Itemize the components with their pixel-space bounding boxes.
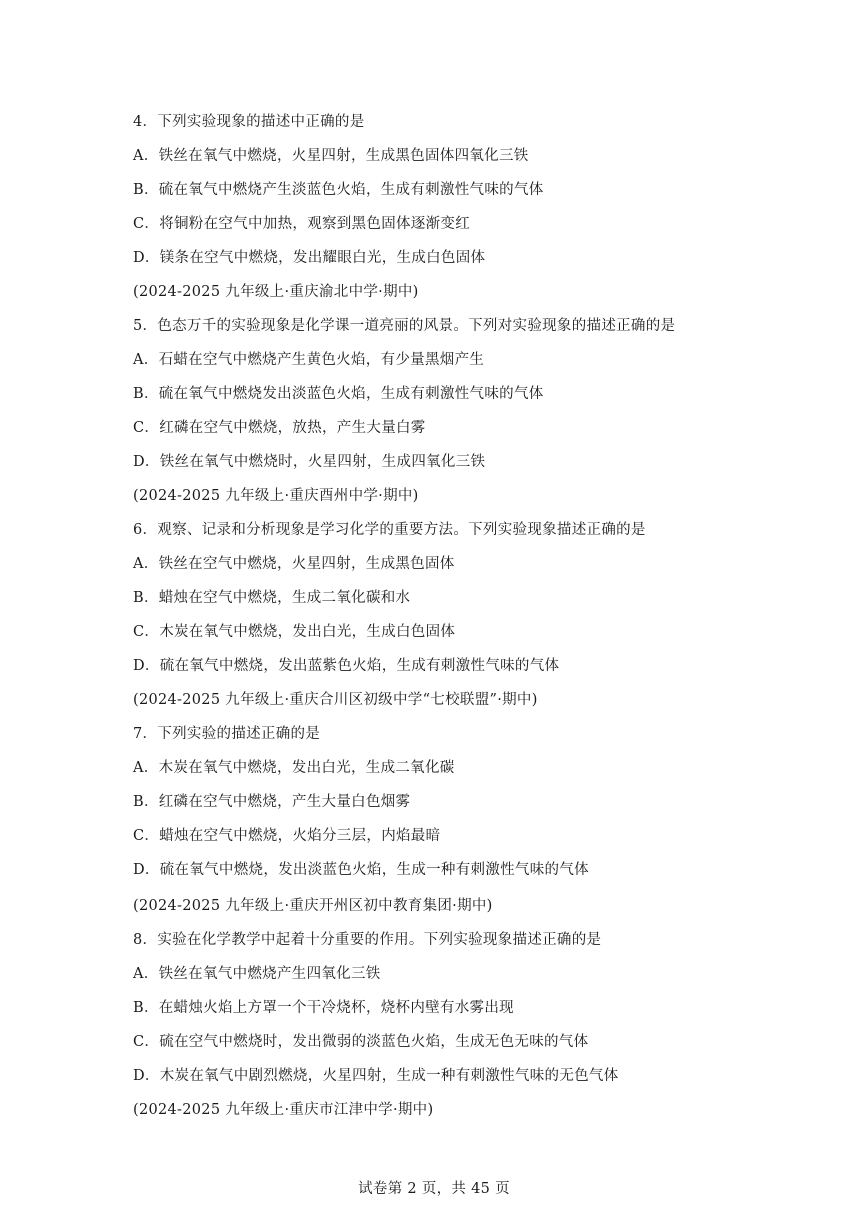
question-6-stem: 6．观察、记录和分析现象是学习化学的重要方法。下列实验现象描述正确的是	[133, 522, 646, 538]
question-5-option-d: D．铁丝在氧气中燃烧时，火星四射，生成四氧化三铁	[133, 454, 486, 470]
question-7-stem: 7．下列实验的描述正确的是	[133, 726, 321, 742]
question-7-source: (2024-2025 九年级上·重庆合川区初级中学“七校联盟”·期中)	[133, 692, 538, 708]
question-6-source: (2024-2025 九年级上·重庆酉州中学·期中)	[133, 488, 419, 504]
question-8-option-d: D．木炭在氧气中剧烈燃烧，火星四射，生成一种有刺激性气味的无色气体	[133, 1068, 619, 1084]
question-4-option-b: B．硫在氧气中燃烧产生淡蓝色火焰，生成有刺激性气味的气体	[133, 182, 544, 198]
question-6-option-c: C．木炭在氧气中燃烧，发出白光，生成白色固体	[133, 624, 456, 640]
question-4-option-c: C．将铜粉在空气中加热，观察到黑色固体逐渐变红	[133, 216, 470, 232]
question-8-source: (2024-2025 九年级上·重庆开州区初中教育集团·期中)	[133, 898, 493, 914]
question-6-option-b: B．蜡烛在空气中燃烧，生成二氧化碳和水	[133, 590, 411, 606]
question-7-option-a: A．木炭在氧气中燃烧，发出白光，生成二氧化碳	[133, 760, 455, 776]
question-4-stem: 4．下列实验现象的描述中正确的是	[133, 114, 365, 130]
question-8-stem: 8．实验在化学教学中起着十分重要的作用。下列实验现象描述正确的是	[133, 932, 602, 948]
question-4-option-d: D．镁条在空气中燃烧，发出耀眼白光，生成白色固体	[133, 250, 486, 266]
question-5-option-c: C．红磷在空气中燃烧，放热，产生大量白雾	[133, 420, 426, 436]
question-4-option-a: A．铁丝在氧气中燃烧，火星四射，生成黑色固体四氧化三铁	[133, 148, 529, 164]
question-8-option-c: C．硫在空气中燃烧时，发出微弱的淡蓝色火焰，生成无色无味的气体	[133, 1034, 589, 1050]
question-7-option-d: D．硫在氧气中燃烧，发出淡蓝色火焰，生成一种有刺激性气味的气体	[133, 862, 589, 878]
page-footer: 试卷第 2 页，共 45 页	[358, 1181, 510, 1197]
question-8-option-b: B．在蜡烛火焰上方罩一个干冷烧杯，烧杯内壁有水雾出现	[133, 1000, 514, 1016]
question-6-option-a: A．铁丝在空气中燃烧，火星四射，生成黑色固体	[133, 556, 455, 572]
question-8-option-a: A．铁丝在氧气中燃烧产生四氧化三铁	[133, 966, 381, 982]
question-5-option-b: B．硫在氧气中燃烧发出淡蓝色火焰，生成有刺激性气味的气体	[133, 386, 544, 402]
question-5-stem: 5．色态万千的实验现象是化学课一道亮丽的风景。下列对实验现象的描述正确的是	[133, 318, 676, 334]
question-7-option-b: B．红磷在空气中燃烧，产生大量白色烟雾	[133, 794, 411, 810]
question-5-option-a: A．石蜡在空气中燃烧产生黄色火焰，有少量黑烟产生	[133, 352, 485, 368]
question-5-source: (2024-2025 九年级上·重庆渝北中学·期中)	[133, 284, 419, 300]
question-9-source: (2024-2025 九年级上·重庆市江津中学·期中)	[133, 1102, 434, 1118]
question-6-option-d: D．硫在氧气中燃烧，发出蓝紫色火焰，生成有刺激性气味的气体	[133, 658, 560, 674]
question-7-option-c: C．蜡烛在空气中燃烧，火焰分三层，内焰最暗	[133, 828, 441, 844]
